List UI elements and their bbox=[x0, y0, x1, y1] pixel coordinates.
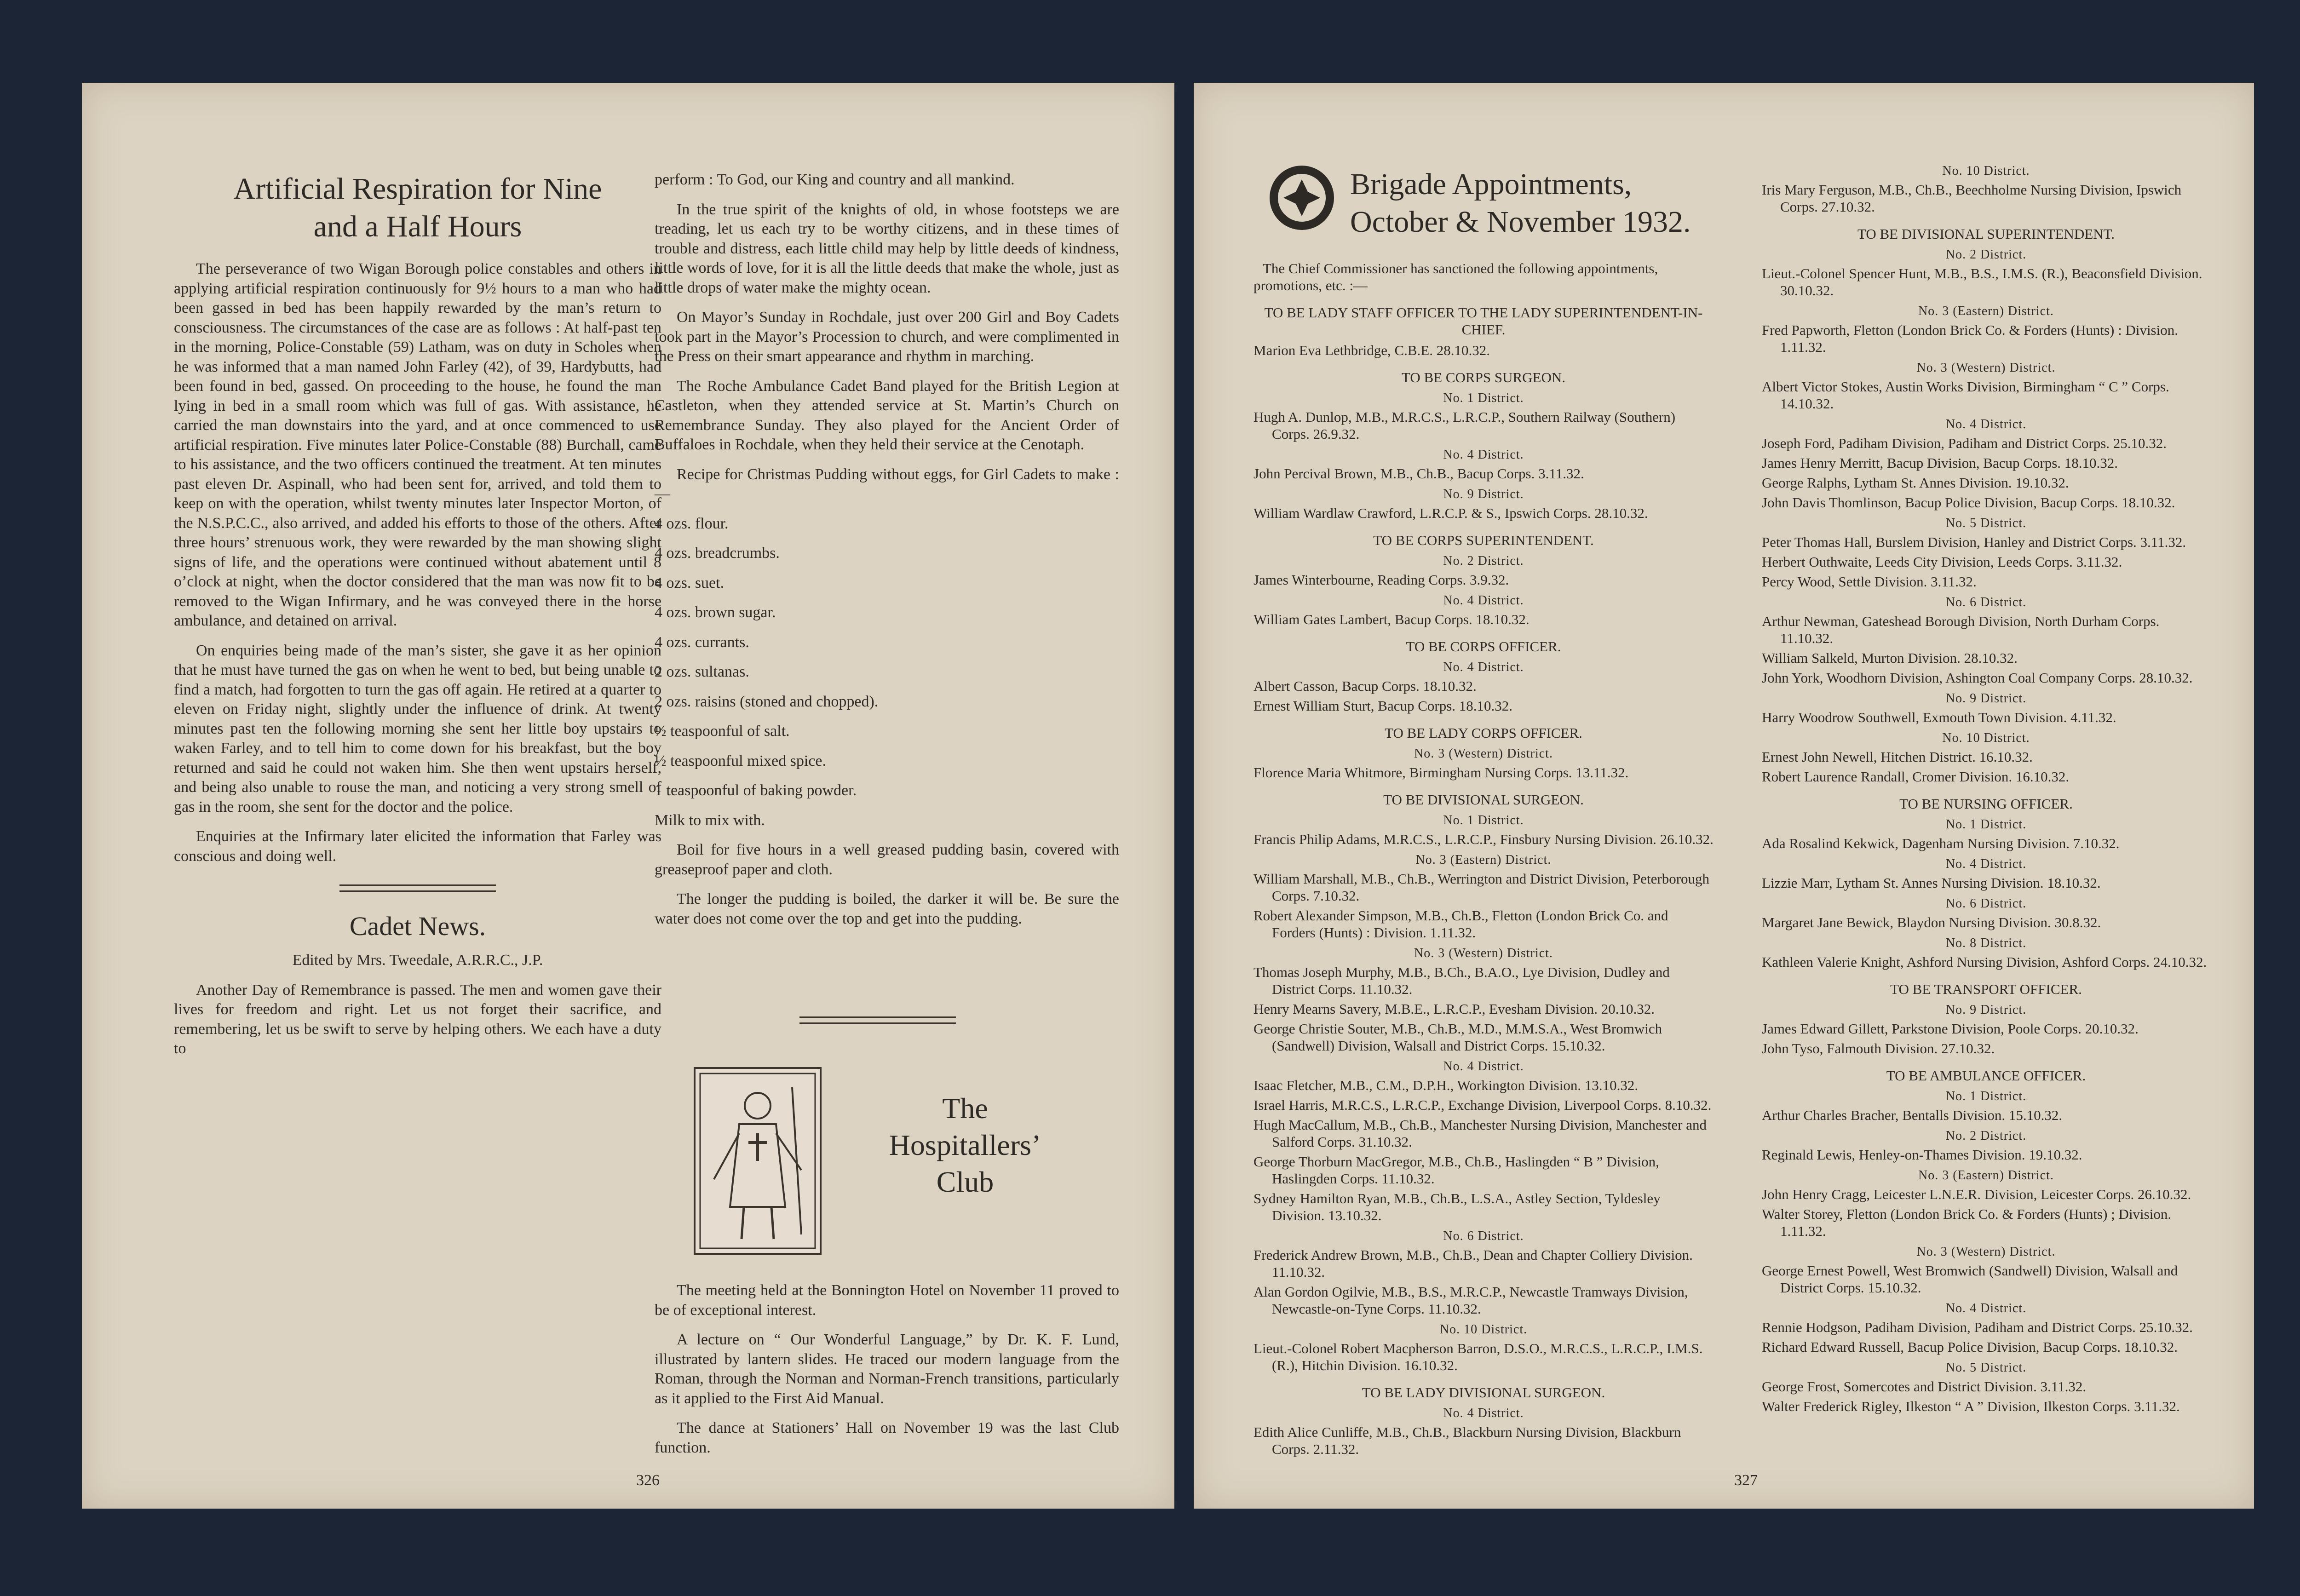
appointment-entry: Kathleen Valerie Knight, Ashford Nursing Division, Ashford Corps. 24.10.32. bbox=[1762, 954, 2207, 970]
recipe-item: 4 ozs. brown sugar. bbox=[655, 604, 776, 621]
appointment-entry: John Percival Brown, M.B., Ch.B., Bacup Corps. 3.11.32. bbox=[1254, 465, 1584, 482]
district-heading: No. 1 District. bbox=[1945, 817, 2027, 832]
appointment-entry: Marion Eva Lethbridge, C.B.E. 28.10.32. bbox=[1254, 342, 1490, 358]
appointment-entry: Frederick Andrew Brown, M.B., Ch.B., Dean and Chapter Colliery Division. 11.10.32. bbox=[1254, 1247, 1693, 1280]
paragraph: On enquiries being made of the man’s sister, she gave it as her opinion that he must have turned the gas on when he went to bed, but being unable to find a match, had forgotten to turn the gas off again. He retired at a quarter to eleven on Friday night, slightly under the influence of drink. At twenty minutes past ten the following morning she sent her little boy upstairs to waken Farley, and to tell him to come down for his breakfast, but the boy returned and said he could not waken him. She then went upstairs herself, and being also unable to rouse the man, and noticing a very strong smell of gas in the room, she sent for the doctor and the police. bbox=[174, 642, 661, 815]
knight-woodcut-image bbox=[694, 1067, 822, 1255]
district-heading: No. 1 District. bbox=[1945, 1089, 2027, 1103]
divider bbox=[799, 1016, 956, 1024]
section-heading: TO BE NURSING OFFICER. bbox=[1899, 796, 2073, 812]
appointment-entry: Israel Harris, M.R.C.S., L.R.C.P., Exchange Division, Liverpool Corps. 8.10.32. bbox=[1254, 1097, 1712, 1113]
district-heading: No. 2 District. bbox=[1443, 554, 1524, 568]
appointment-entry: Rennie Hodgson, Padiham Division, Padiham and District Corps. 25.10.32. bbox=[1762, 1319, 2193, 1335]
title-line2: October & November 1932. bbox=[1350, 205, 1691, 239]
recipe-item: 2 ozs. sultanas. bbox=[655, 663, 749, 680]
section-heading: TO BE CORPS SUPERINTENDENT. bbox=[1373, 532, 1594, 548]
appointment-entry: Percy Wood, Settle Division. 3.11.32. bbox=[1762, 574, 1977, 590]
paragraph: perform : To God, our King and country and all mankind. bbox=[655, 171, 1015, 188]
paragraph: The longer the pudding is boiled, the darker it will be. Be sure the water does not come over the top and get into the pudding. bbox=[655, 890, 1119, 927]
paragraph: The Roche Ambulance Cadet Band played for the British Legion at Castleton, when they attended service at St. Martin’s Church on Remembrance Sunday. They also played for the Ancient Order of Buffaloes in Rochdale, when they held their service at the Cenotaph. bbox=[655, 377, 1119, 453]
district-heading: No. 4 District. bbox=[1945, 1301, 2027, 1315]
paragraph: The meeting held at the Bonnington Hotel on November 11 proved to be of exceptional interest. bbox=[655, 1282, 1119, 1319]
section-heading: TO BE AMBULANCE OFFICER. bbox=[1886, 1068, 2086, 1084]
recipe-item: 4 ozs. currants. bbox=[655, 633, 749, 651]
section-heading: TO BE TRANSPORT OFFICER. bbox=[1890, 981, 2082, 997]
appointment-entry: Albert Casson, Bacup Corps. 18.10.32. bbox=[1254, 678, 1477, 694]
appointment-entry: Richard Edward Russell, Bacup Police Division, Bacup Corps. 18.10.32. bbox=[1762, 1339, 2178, 1355]
section-heading: TO BE DIVISIONAL SURGEON. bbox=[1383, 792, 1584, 808]
appointment-entry: William Salkeld, Murton Division. 28.10.32. bbox=[1762, 650, 2018, 666]
appointment-entry: George Thorburn MacGregor, M.B., Ch.B., Haslingden “ B ” Division, Haslingden Corps. 11.10.32. bbox=[1254, 1154, 1659, 1187]
section-heading: TO BE DIVISIONAL SUPERINTENDENT. bbox=[1857, 226, 2115, 242]
district-heading: No. 6 District. bbox=[1443, 1229, 1524, 1243]
appointment-entry: Walter Frederick Rigley, Ilkeston “ A ” Division, Ilkeston Corps. 3.11.32. bbox=[1762, 1398, 2180, 1414]
hospitallers-club-title bbox=[864, 1090, 1066, 1200]
appointment-entry: Reginald Lewis, Henley-on-Thames Division. 19.10.32. bbox=[1762, 1147, 2082, 1163]
appointment-entry: Ernest William Sturt, Bacup Corps. 18.10.32. bbox=[1254, 698, 1513, 714]
district-heading: No. 4 District. bbox=[1443, 1059, 1524, 1074]
district-heading: No. 2 District. bbox=[1945, 1129, 2027, 1143]
appointment-entry: William Wardlaw Crawford, L.R.C.P. & S., Ipswich Corps. 28.10.32. bbox=[1254, 505, 1648, 521]
section-heading: TO BE CORPS SURGEON. bbox=[1401, 369, 1565, 385]
appointment-entry: Alan Gordon Ogilvie, M.B., B.S., M.R.C.P., Newcastle Tramways Division, Newcastle-on-Tyne Corps. 11.10.32. bbox=[1254, 1284, 1688, 1317]
district-heading: No. 6 District. bbox=[1945, 595, 2027, 609]
article-title-line1: Artificial Respiration for Nine bbox=[233, 172, 602, 206]
section-heading: TO BE CORPS OFFICER. bbox=[1406, 638, 1561, 654]
appointment-entry: George Christie Souter, M.B., Ch.B., M.D., M.M.S.A., West Bromwich (Sandwell) Division, Walsall and District Corps. 15.10.32. bbox=[1254, 1021, 1662, 1054]
appointment-entry: Arthur Charles Bracher, Bentalls Division. 15.10.32. bbox=[1762, 1107, 2063, 1123]
right-page bbox=[1194, 83, 2254, 1509]
appointment-entry: Henry Mearns Savery, M.B.E., L.R.C.P., Evesham Division. 20.10.32. bbox=[1254, 1001, 1655, 1017]
appointment-entry: Sydney Hamilton Ryan, M.B., Ch.B., L.S.A., Astley Section, Tyldesley Division. 13.10.32. bbox=[1254, 1190, 1661, 1223]
district-heading: No. 2 District. bbox=[1945, 247, 2027, 262]
appointment-entry: Peter Thomas Hall, Burslem Division, Hanley and District Corps. 3.11.32. bbox=[1762, 534, 2186, 550]
district-heading: No. 4 District. bbox=[1945, 417, 2027, 431]
appointments-column-2 bbox=[1762, 159, 2210, 1418]
appointment-entry: Herbert Outhwaite, Leeds City Division, Leeds Corps. 3.11.32. bbox=[1762, 554, 2122, 570]
recipe-item: 4 ozs. flour. bbox=[655, 515, 729, 532]
district-heading: No. 4 District. bbox=[1443, 593, 1524, 608]
appointment-entry: George Ralphs, Lytham St. Annes Division. 19.10.32. bbox=[1762, 475, 2069, 491]
recipe-item: Milk to mix with. bbox=[655, 811, 765, 829]
recipe-item: 2 ozs. raisins (stoned and chopped). bbox=[655, 693, 879, 710]
recipe-item: 1 teaspoonful of baking powder. bbox=[655, 782, 857, 799]
recipe-item: ½ teaspoonful mixed spice. bbox=[655, 752, 826, 769]
district-heading: No. 3 (Western) District. bbox=[1414, 946, 1553, 960]
column-left-2 bbox=[655, 170, 1119, 939]
district-heading: No. 3 (Western) District. bbox=[1414, 746, 1553, 761]
recipe-item: ½ teaspoonful of salt. bbox=[655, 723, 790, 740]
club-text bbox=[655, 1281, 1119, 1468]
paragraph: Boil for five hours in a well greased pudding basin, covered with greaseproof paper and cloth. bbox=[655, 841, 1119, 878]
club-title-line3: Club bbox=[936, 1165, 994, 1198]
appointment-entry: John Henry Cragg, Leicester L.N.E.R. Division, Leicester Corps. 26.10.32. bbox=[1762, 1186, 2191, 1202]
paragraph: On Mayor’s Sunday in Rochdale, just over 200 Girl and Boy Cadets took part in the Mayor’s Procession to church, and were complimented in the Press on their smart appearance and rhythm in marching. bbox=[655, 309, 1119, 365]
district-heading: No. 6 District. bbox=[1945, 896, 2027, 911]
appointment-entry: Lizzie Marr, Lytham St. Annes Nursing Division. 18.10.32. bbox=[1762, 875, 2101, 891]
appointment-entry: Harry Woodrow Southwell, Exmouth Town Division. 4.11.32. bbox=[1762, 709, 2116, 725]
district-heading: No. 5 District. bbox=[1945, 516, 2027, 530]
appointment-entry: Margaret Jane Bewick, Blaydon Nursing Division. 30.8.32. bbox=[1762, 914, 2101, 930]
article-title-line2: and a Half Hours bbox=[313, 210, 522, 243]
paragraph: The dance at Stationers’ Hall on November 19 was the last Club function. bbox=[655, 1419, 1119, 1456]
district-heading: No. 9 District. bbox=[1443, 487, 1524, 501]
section-heading: TO BE LADY DIVISIONAL SURGEON. bbox=[1362, 1384, 1605, 1401]
article-title bbox=[174, 170, 661, 246]
st-john-badge-icon bbox=[1267, 163, 1336, 235]
district-heading: No. 10 District. bbox=[1942, 164, 2030, 178]
appointment-entry: Florence Maria Whitmore, Birmingham Nursing Corps. 13.11.32. bbox=[1254, 764, 1629, 781]
section-heading: TO BE LADY CORPS OFFICER. bbox=[1385, 725, 1582, 741]
district-heading: No. 3 (Eastern) District. bbox=[1415, 853, 1552, 867]
appointment-entry: Iris Mary Ferguson, M.B., Ch.B., Beechholme Nursing Division, Ipswich Corps. 27.10.32. bbox=[1762, 182, 2182, 215]
recipe-item: 4 ozs. suet. bbox=[655, 574, 724, 591]
left-page bbox=[82, 83, 1174, 1509]
brigade-appointments-title bbox=[1350, 166, 1709, 241]
appointment-entry: Lieut.-Colonel Spencer Hunt, M.B., B.S., I.M.S. (R.), Beaconsfield Division. 30.10.32. bbox=[1762, 265, 2202, 299]
recipe-item: 4 ozs. breadcrumbs. bbox=[655, 545, 780, 562]
title-line1: Brigade Appointments, bbox=[1350, 167, 1632, 201]
club-title-line1: The bbox=[942, 1092, 988, 1125]
appointment-entry: Thomas Joseph Murphy, M.B., B.Ch., B.A.O., Lye Division, Dudley and District Corps. 11.10.32. bbox=[1254, 964, 1670, 997]
appointment-entry: Isaac Fletcher, M.B., C.M., D.P.H., Workington Division. 13.10.32. bbox=[1254, 1077, 1639, 1093]
club-title-line2: Hospitallers’ bbox=[889, 1129, 1041, 1161]
column-left-1 bbox=[174, 170, 661, 1069]
district-heading: No. 4 District. bbox=[1443, 448, 1524, 462]
paragraph: The perseverance of two Wigan Borough police constables and others in applying artificial respiration continuously for 9½ hours to a man who had been gassed in bed has been happily rewarded by the man’s return to consciousness. The circumstances of the case are as follows : At half-past ten in the morning, Police-Constable (59) Latham, was on duty in Scholes when he was informed that a man named John Farley (42), of 39, Hardybutts, had been found in bed, gassed. On proceeding to the house, he found the man lying in bed in a small room which was full of gas. With assistance, he carried the man downstairs into the yard, and at once commenced to use artificial respiration. Five minutes later Police-Constable (88) Burchall, came to his assistance, and the two officers continued the treatment. At ten minutes past eleven Dr. Aspinall, who had been sent for, arrived, and told them to keep on with the operation, whilst twenty minutes later Inspector Morton, of the N.S.P.C.C., also arrived, and added his efforts to those of the others. After three hours’ strenuous work, they were rewarded by the man showing slight signs of life, and the operations were continued without abatement until 8 o’clock at night, when the doctor considered that the man was now fit to be removed to the Wigan Infirmary, and he was conveyed there in the horse ambulance, and detained on arrival. bbox=[174, 260, 661, 629]
district-heading: No. 8 District. bbox=[1945, 936, 2027, 950]
district-heading: No. 3 (Eastern) District. bbox=[1918, 1168, 2054, 1183]
appointment-entry: Robert Alexander Simpson, M.B., Ch.B., Fletton (London Brick Co. and Forders (Hunts) : Division. 1.11.32. bbox=[1254, 907, 1668, 941]
appointment-entry: James Edward Gillett, Parkstone Division, Poole Corps. 20.10.32. bbox=[1762, 1021, 2139, 1037]
appointment-entry: Ada Rosalind Kekwick, Dagenham Nursing Division. 7.10.32. bbox=[1762, 835, 2120, 851]
paragraph: In the true spirit of the knights of old, in whose footsteps we are treading, let us each try to be worthy citizens, and in these times of trouble and distress, each little child may help by little deeds of kindness, little words of love, for it is all the little deeds that make the whole, just as little drops of water make the mighty ocean. bbox=[655, 201, 1119, 296]
district-heading: No. 3 (Western) District. bbox=[1916, 1245, 2056, 1259]
district-heading: No. 9 District. bbox=[1945, 691, 2027, 706]
page-number: 327 bbox=[1734, 1472, 1758, 1489]
appointment-entry: John York, Woodhorn Division, Ashington Coal Company Corps. 28.10.32. bbox=[1762, 670, 2193, 686]
district-heading: No. 4 District. bbox=[1443, 1406, 1524, 1420]
paragraph: Another Day of Remembrance is passed. The men and women gave their lives for freedom and right. Let us not forget their sacrifice, and remembering, let us be swift to serve by helping others. We each have a duty to bbox=[174, 981, 661, 1057]
appointment-entry: Hugh MacCallum, M.B., Ch.B., Manchester Nursing Division, Manchester and Salford Corps. 31.10.32. bbox=[1254, 1117, 1707, 1150]
appointment-entry: Hugh A. Dunlop, M.B., M.R.C.S., L.R.C.P., Southern Railway (Southern) Corps. 26.9.32. bbox=[1254, 409, 1676, 442]
appointment-entry: Arthur Newman, Gateshead Borough Division, North Durham Corps. 11.10.32. bbox=[1762, 613, 2160, 646]
district-heading: No. 5 District. bbox=[1945, 1361, 2027, 1375]
appointment-entry: James Henry Merritt, Bacup Division, Bacup Corps. 18.10.32. bbox=[1762, 455, 2118, 471]
district-heading: No. 10 District. bbox=[1439, 1322, 1528, 1337]
knight-illustration bbox=[696, 1069, 820, 1253]
appointment-entry: George Frost, Somercotes and District Division. 3.11.32. bbox=[1762, 1378, 2087, 1395]
appointment-entry: Ernest John Newell, Hitchen District. 16.10.32. bbox=[1762, 749, 2033, 765]
cadet-news-title: Cadet News. bbox=[349, 911, 486, 941]
appointment-entry: Albert Victor Stokes, Austin Works Division, Birmingham “ C ” Corps. 14.10.32. bbox=[1762, 379, 2169, 412]
appointment-entry: Fred Papworth, Fletton (London Brick Co. & Forders (Hunts) : Division. 1.11.32. bbox=[1762, 322, 2178, 355]
district-heading: No. 4 District. bbox=[1443, 660, 1524, 674]
appointment-entry: Francis Philip Adams, M.R.C.S., L.R.C.P., Finsbury Nursing Division. 26.10.32. bbox=[1254, 831, 1714, 847]
appointment-entry: George Ernest Powell, West Bromwich (Sandwell) Division, Walsall and District Corps. 15.10.32. bbox=[1762, 1263, 2178, 1296]
appointment-entry: Walter Storey, Fletton (London Brick Co. & Forders (Hunts) ; Division. 1.11.32. bbox=[1762, 1206, 2172, 1239]
appointment-entry: Edith Alice Cunliffe, M.B., Ch.B., Blackburn Nursing Division, Blackburn Corps. 2.11.32. bbox=[1254, 1424, 1681, 1457]
district-heading: No. 10 District. bbox=[1942, 731, 2030, 745]
paragraph: Enquiries at the Infirmary later elicited the information that Farley was conscious and doing well. bbox=[174, 828, 661, 865]
appointment-entry: Robert Laurence Randall, Cromer Division. 16.10.32. bbox=[1762, 769, 2070, 785]
divider bbox=[339, 884, 496, 892]
district-heading: No. 9 District. bbox=[1945, 1003, 2027, 1017]
section-heading: TO BE LADY STAFF OFFICER TO THE LADY SUPERINTENDENT-IN-CHIEF. bbox=[1264, 304, 1703, 338]
paragraph: Recipe for Christmas Pudding without eggs, for Girl Cadets to make :— bbox=[655, 465, 1119, 502]
district-heading: No. 3 (Western) District. bbox=[1916, 361, 2056, 375]
page-number: 326 bbox=[636, 1472, 660, 1489]
district-heading: No. 4 District. bbox=[1945, 857, 2027, 871]
appointment-entry: William Marshall, M.B., Ch.B., Werrington and District Division, Peterborough Corps. 7.10.32. bbox=[1254, 871, 1710, 904]
intro-text: The Chief Commissioner has sanctioned the following appointments, promotions, etc. :— bbox=[1254, 260, 1658, 293]
paragraph: A lecture on “ Our Wonderful Language,” by Dr. K. F. Lund, illustrated by lantern slides. He traced our modern language from the Roman, through the Norman and Norman-French transitions, particularly as it applied to the First Aid Manual. bbox=[655, 1331, 1119, 1407]
district-heading: No. 3 (Eastern) District. bbox=[1918, 304, 2054, 318]
byline: Edited by Mrs. Tweedale, A.R.R.C., J.P. bbox=[292, 952, 543, 969]
appointments-column-1 bbox=[1254, 260, 1714, 1460]
district-heading: No. 1 District. bbox=[1443, 813, 1524, 827]
appointment-entry: James Winterbourne, Reading Corps. 3.9.32. bbox=[1254, 572, 1509, 588]
district-heading: No. 1 District. bbox=[1443, 391, 1524, 405]
recipe-list bbox=[655, 514, 1119, 831]
appointment-entry: Lieut.-Colonel Robert Macpherson Barron, D.S.O., M.R.C.S., L.R.C.P., I.M.S. (R.), Hitchin Division. 16.10.32. bbox=[1254, 1340, 1703, 1373]
appointment-entry: Joseph Ford, Padiham Division, Padiham and District Corps. 25.10.32. bbox=[1762, 435, 2167, 451]
appointment-entry: John Davis Thomlinson, Bacup Police Division, Bacup Corps. 18.10.32. bbox=[1762, 494, 2175, 511]
appointment-entry: John Tyso, Falmouth Division. 27.10.32. bbox=[1762, 1040, 1995, 1056]
appointment-entry: William Gates Lambert, Bacup Corps. 18.10.32. bbox=[1254, 611, 1530, 627]
